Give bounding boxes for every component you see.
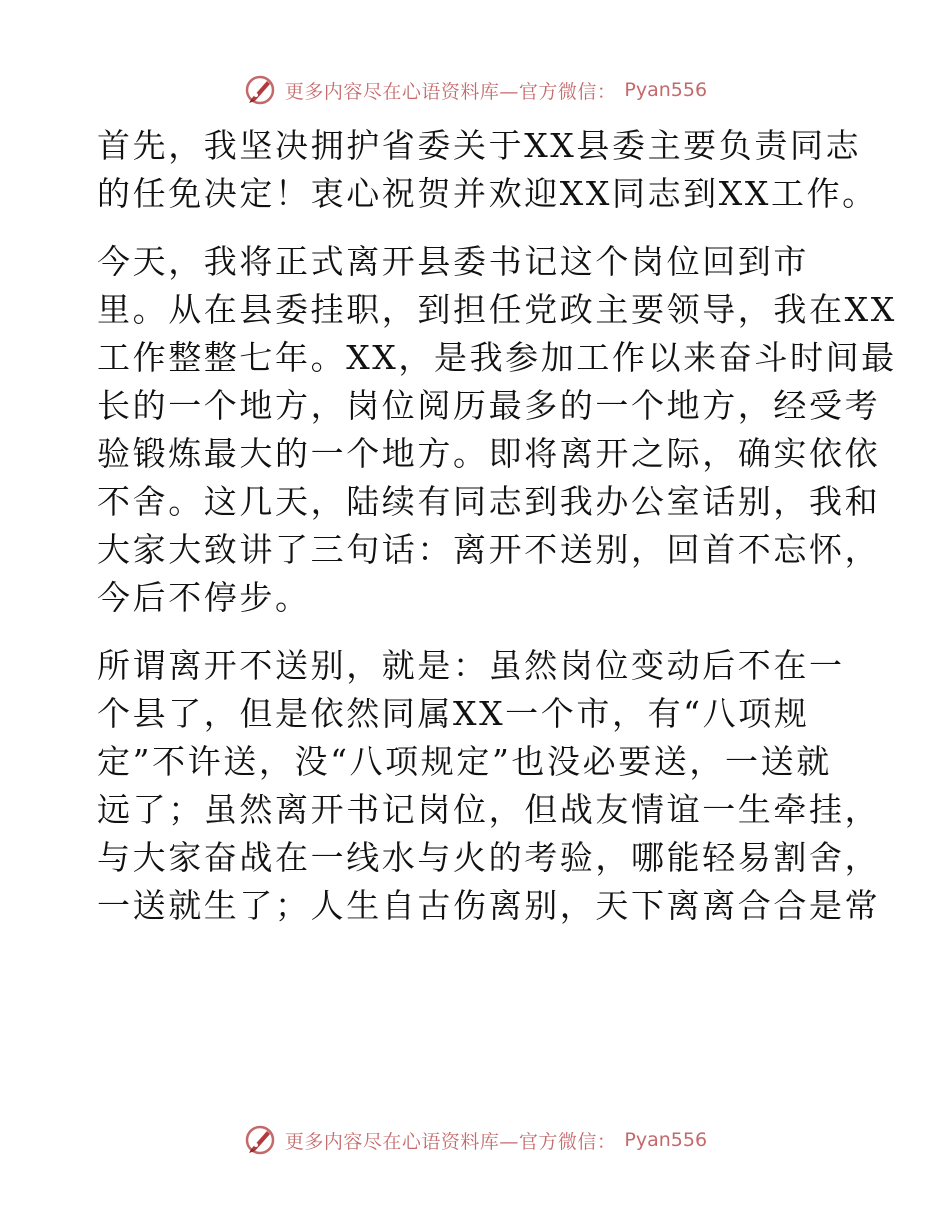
header-wechat-id: Pyan556 bbox=[624, 79, 708, 101]
text-line: 长的一个地方，岗位阅历最多的一个地方，经受考 bbox=[97, 386, 881, 425]
header-banner-text: 更多内容尽在心语资料库—官方微信： bbox=[284, 80, 617, 103]
pen-logo-icon bbox=[243, 73, 277, 107]
text-line: 验锻炼最大的一个地方。即将离开之际，确实依依 bbox=[97, 434, 881, 473]
text-line: 个县了，但是依然同属XX一个市，有“八项规 bbox=[97, 694, 810, 733]
text-line: 与大家奋战在一线水与火的考验，哪能轻易割舍， bbox=[97, 838, 881, 877]
text-line: 工作整整七年。XX，是我参加工作以来奋斗时间最 bbox=[97, 338, 897, 377]
pen-logo-icon bbox=[243, 1123, 277, 1157]
text-line: 的任免决定！衷心祝贺并欢迎XX同志到XX工作。 bbox=[97, 174, 878, 213]
text-line: 远了；虽然离开书记岗位，但战友情谊一生牵挂， bbox=[97, 790, 881, 829]
text-line: 不舍。这几天，陆续有同志到我办公室话别，我和 bbox=[97, 482, 881, 521]
text-line: 里。从在县委挂职，到担任党政主要领导，我在XX bbox=[97, 290, 897, 329]
text-line: 首先，我坚决拥护省委关于XX县委主要负责同志 bbox=[97, 126, 862, 165]
text-line: 定”不许送，没“八项规定”也没必要送，一送就 bbox=[97, 742, 832, 781]
footer-wechat-id: Pyan556 bbox=[624, 1129, 708, 1151]
text-line: 大家大致讲了三句话：离开不送别，回首不忘怀， bbox=[97, 530, 881, 569]
text-line: 今天，我将正式离开县委书记这个岗位回到市 bbox=[97, 242, 809, 281]
document-body bbox=[97, 122, 897, 950]
text-line: 所谓离开不送别，就是：虽然岗位变动后不在一 bbox=[97, 646, 845, 685]
header-banner bbox=[0, 70, 950, 110]
footer-banner-text: 更多内容尽在心语资料库—官方微信： bbox=[284, 1130, 617, 1153]
text-line: 今后不停步。 bbox=[97, 578, 311, 617]
footer-banner bbox=[0, 1120, 950, 1160]
paragraph-3 bbox=[97, 642, 881, 930]
paragraph-2 bbox=[97, 238, 897, 622]
text-line: 一送就生了；人生自古伤离别，天下离离合合是常 bbox=[97, 886, 881, 925]
paragraph-1 bbox=[97, 122, 878, 218]
